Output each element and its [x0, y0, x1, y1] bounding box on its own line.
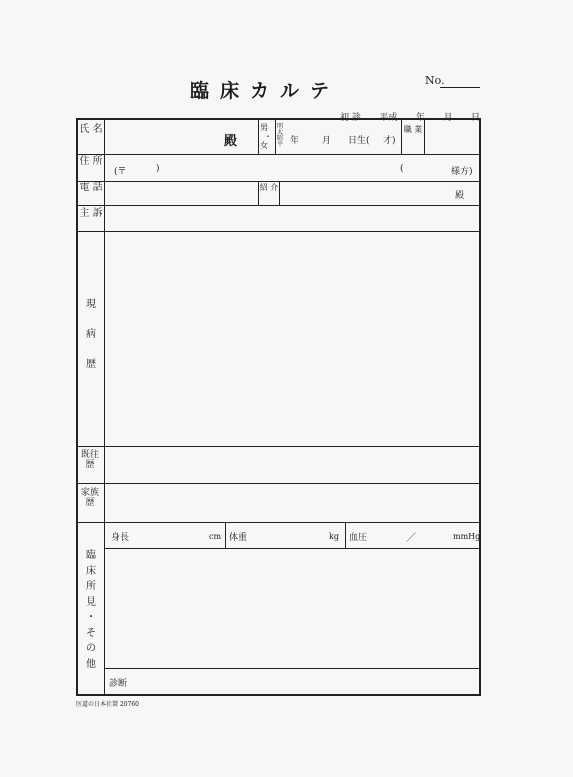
month-label: 月 [443, 113, 453, 123]
findings-char-3: 所 [86, 581, 96, 592]
clinical-findings-field[interactable] [106, 550, 480, 666]
diagnosis-label: 診断 [109, 679, 128, 689]
weight-label: 体重 [229, 533, 248, 543]
findings-char-8: 他 [86, 658, 96, 670]
postal-code-label: (〒 [114, 167, 127, 177]
sex-male[interactable]: 男 [260, 123, 268, 132]
weight-field[interactable] [250, 525, 325, 545]
present-illness-field[interactable] [106, 233, 480, 444]
diagnosis-field[interactable] [133, 670, 480, 694]
findings-char-2: 床 [86, 565, 96, 577]
birth-month-label: 月 [322, 136, 332, 146]
height-field[interactable] [130, 525, 205, 545]
blood-pressure-label: 血圧 [349, 533, 368, 543]
findings-char-4: 見 [86, 596, 96, 608]
referral-field[interactable] [281, 183, 451, 203]
care-of-label: 様方) [451, 167, 473, 177]
postal-close: ) [156, 164, 160, 174]
past-history-field[interactable] [106, 448, 480, 481]
phone-field[interactable] [106, 183, 256, 203]
findings-char-7: の [86, 643, 96, 654]
sex-female[interactable]: 女 [260, 141, 268, 150]
family-history-field[interactable] [106, 485, 480, 520]
past-history-label: 既往歴 [80, 450, 99, 470]
address-field[interactable] [168, 157, 388, 179]
year-label: 年 [415, 113, 425, 123]
findings-char-6: そ [86, 627, 96, 639]
weight-unit: kg [329, 532, 339, 541]
findings-char-1: 臨 [86, 550, 96, 561]
record-number-label: No. [425, 74, 445, 87]
clinical-findings-label [79, 548, 103, 672]
day-label: 日 [470, 113, 480, 123]
birth-day-label: 日生( [348, 136, 370, 146]
chief-complaint-label: 主 訴 [79, 208, 103, 219]
page-title: 臨床カルテ [190, 80, 341, 102]
height-unit: cm [209, 532, 222, 541]
birth-year-label: 年 [290, 136, 300, 146]
record-number-field[interactable] [440, 87, 480, 88]
chief-complaint-field[interactable] [106, 207, 480, 229]
referral-honorific: 殿 [455, 191, 465, 201]
address-label: 住 所 [79, 156, 103, 167]
age-label: 才) [383, 136, 396, 146]
present-illness-char-2: 病 [86, 329, 96, 340]
name-honorific: 殿 [224, 134, 238, 149]
era-label: 平成 [379, 113, 398, 123]
chart-form: 氏 名 殿 男 ・ 女 明大昭平 年 月 日生( 才) 職 業 住 所 (〒 ) ( 様方) 電 話 紹 介 殿 主 訴 現 病 歴 既往歴 家族歴 臨 床 所 見 ・ そ の 他 身長 cm 体重 kg 血圧 ／ mmHg 診断 [76, 118, 481, 696]
blood-pressure-unit: mmHg [453, 532, 481, 541]
present-illness-char-1: 現 [86, 299, 96, 310]
height-label: 身長 [111, 533, 130, 543]
occupation-label: 職 業 [403, 125, 423, 134]
findings-char-5: ・ [86, 612, 96, 623]
blood-pressure-separator: ／ [406, 533, 416, 544]
present-illness-char-3: 歴 [86, 359, 96, 370]
first-visit-label: 初 診 [340, 113, 361, 123]
care-of-open: ( [400, 164, 404, 174]
occupation-field[interactable] [426, 122, 480, 152]
birth-era-options[interactable]: 明大昭平 [277, 123, 284, 148]
phone-label: 電 話 [79, 182, 103, 193]
name-label: 氏 名 [79, 124, 103, 135]
referral-label: 紹 介 [259, 183, 279, 192]
family-history-label: 家族歴 [80, 488, 99, 508]
publisher-footer: 医道の日本社製 20760 [76, 701, 139, 708]
